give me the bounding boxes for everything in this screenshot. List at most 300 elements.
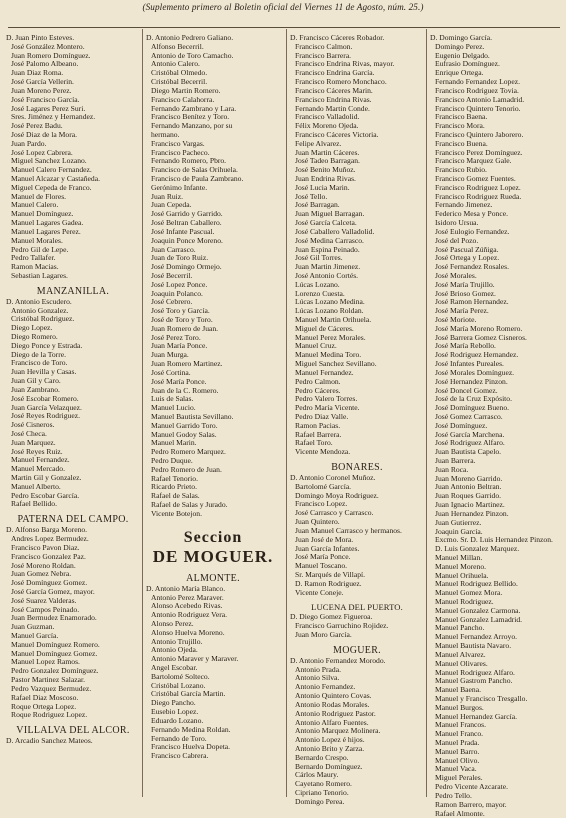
name-entry: Francisco Marquez Gale. [430, 157, 564, 166]
name-entry: Fernando Medina Roldan. [146, 726, 280, 735]
name-entry: Manuel Baena. [430, 686, 564, 695]
name-entry: José Rodriguez Hernandez. [430, 351, 564, 360]
name-entry: José Barragan. [290, 201, 424, 210]
name-entry: Juan de Toro Ruiz. [146, 254, 280, 263]
name-entry: José Cortina. [146, 369, 280, 378]
name-entry: Antonio Silva. [290, 674, 424, 683]
name-entry: Manuel Bautista Navaro. [430, 642, 564, 651]
name-entry: José Garrido y Garrido. [146, 210, 280, 219]
name-entry: Juan Espina Peinado. [290, 246, 424, 255]
name-entry: Manuel Fernandez. [6, 456, 140, 465]
name-entry: Eusebio Lopez. [146, 708, 280, 717]
name-entry: Pedro Tello. [430, 792, 564, 801]
name-entry: Manuel de Flores. [6, 193, 140, 202]
name-entry: Juan Antonio Beltran. [430, 483, 564, 492]
name-entry: Joaquin Polanco. [146, 290, 280, 299]
name-entry: Francisco de Toro. [6, 359, 140, 368]
name-entry: Pedro Cáceres. [290, 387, 424, 396]
name-entry: Manuel Francos. [430, 721, 564, 730]
name-entry: Domingo Perez. [430, 43, 564, 52]
name-entry: José Tadeo Barragan. [290, 157, 424, 166]
name-entry: Vicente Botejon. [146, 510, 280, 519]
name-entry: José Domínguez Gomez. [6, 579, 140, 588]
name-entry: José María Perez. [430, 307, 564, 316]
name-entry: José Hernandez Pinzon. [430, 378, 564, 387]
town-heading: MOGUER. [290, 645, 424, 657]
name-entry: Pedro Escobar García. [6, 492, 140, 501]
name-entry: Antonio Lopez é hijos. [290, 736, 424, 745]
name-entry: Manuel Domínguez. [6, 210, 140, 219]
name-entry: José Reyes Rodriguez. [6, 412, 140, 421]
name-entry: José García Vellerin. [6, 78, 140, 87]
name-entry: Bernardo Domínguez. [290, 763, 424, 772]
name-entry: José Lagares Perez Suri. [6, 105, 140, 114]
name-entry: Juan Zambrano. [6, 386, 140, 395]
name-entry: José Gomez Carrasco. [430, 413, 564, 422]
name-entry: José María Ponce. [290, 553, 424, 562]
name-entry: Pastor Martinez Salazar. [6, 676, 140, 685]
name-entry: Juan José de Mora. [290, 536, 424, 545]
name-entry: Manuel Gonzalez Lamadrid. [430, 616, 564, 625]
name-entry: Francisco Pavon Diaz. [6, 544, 140, 553]
name-entry: José González Montero. [6, 43, 140, 52]
name-entry: Juan Hevilla y Casas. [6, 368, 140, 377]
name-entry: José Beltran Caballero. [146, 219, 280, 228]
name-entry: José María Rebollo. [430, 342, 564, 351]
name-entry: José de la Cruz Expósito. [430, 395, 564, 404]
name-entry: Cayetano Romero. [290, 780, 424, 789]
name-entry: Rafael Tenorio. [146, 475, 280, 484]
name-entry: Francisco de Paula Zambrano. [146, 175, 280, 184]
name-entry: Lúcas Lozano. [290, 281, 424, 290]
name-entry: Martin Gil y Gonzalez. [6, 474, 140, 483]
name-entry: Francisco Mora. [430, 122, 564, 131]
name-entry: Roque Ortega Lopez. [6, 703, 140, 712]
name-entry: José Moreno Roldan. [6, 562, 140, 571]
name-entry: José Ortega y Lopez. [430, 254, 564, 263]
name-entry: Fernando Romero, Pbro. [146, 157, 280, 166]
name-entry: Manuel Rodriguez Bellido. [430, 580, 564, 589]
name-entry: Diego Romero. [6, 333, 140, 342]
name-entry: Juan Martin Jimenez. [290, 263, 424, 272]
name-entry: Enrique Ortega. [430, 69, 564, 78]
name-entry: Manuel Prada. [430, 739, 564, 748]
name-entry: Pedro María Vicente. [290, 404, 424, 413]
name-entry: Francisco Endrina García. [290, 69, 424, 78]
name-entry: Rafael Almonte. [430, 810, 564, 818]
name-entry: Fernando Martin Conde. [290, 105, 424, 114]
name-entry: Pedro Romero Marquez. [146, 448, 280, 457]
name-entry: José Campos Peinado. [6, 606, 140, 615]
name-entry: Francisco Perez Domínguez. [430, 149, 564, 158]
name-entry: José García Marchena. [430, 431, 564, 440]
name-entry: Francisco Garruchino Rojidez. [290, 622, 424, 631]
name-entry: Fernando Jimenez. [430, 201, 564, 210]
name-entry: José Carrasco y Carrasco. [290, 509, 424, 518]
name-entry: Juan Hernandez Pinzon. [430, 510, 564, 519]
column-divider-1 [142, 29, 143, 797]
name-entry: Joaquin Ponce Moreno. [146, 237, 280, 246]
name-entry: Alonso Acebedo Rivas. [146, 602, 280, 611]
town-heading: MANZANILLA. [6, 286, 140, 298]
name-entry: Francisco Cáceres Marin. [290, 87, 424, 96]
name-entry: José Domínguez. [430, 422, 564, 431]
name-entry: Manuel Franco. [430, 730, 564, 739]
name-entry: Francisco Cabrera. [146, 752, 280, 761]
name-entry: Juan Gutierrez. [430, 519, 564, 528]
name-entry: José María Trujillo. [430, 281, 564, 290]
name-entry: Antonio Gonzalez. [6, 307, 140, 316]
name-entry: Antonio Prada. [290, 666, 424, 675]
name-entry: D. Arcadio Sanchez Mateos. [6, 737, 140, 746]
name-entry: Eugenio Delgado. [430, 52, 564, 61]
name-entry: Bartolomé Solteco. [146, 673, 280, 682]
name-entry: Francisco Pacheco. [146, 149, 280, 158]
town-heading: VILLALVA DEL ALCOR. [6, 725, 140, 737]
name-entry: Rafael Toro. [290, 439, 424, 448]
name-entry: Manuel Godoy Salas. [146, 431, 280, 440]
name-entry: Pedro Valero Torres. [290, 395, 424, 404]
name-entry: Pedro Gonzalez Domínguez. [6, 667, 140, 676]
name-entry: D. Francisco Cáceres Robador. [290, 34, 424, 43]
name-entry: Francisco Buena. [430, 140, 564, 149]
name-entry: José Gil Torres. [290, 254, 424, 263]
name-entry: Juan Moro García. [290, 631, 424, 640]
name-entry: Miguel Sanchez Sevillano. [290, 360, 424, 369]
name-entry: José Francisco García. [6, 96, 140, 105]
column-divider-3 [426, 29, 427, 797]
name-entry: Juan Bautista Capelo. [430, 448, 564, 457]
name-entry: Rafael de Salas. [146, 492, 280, 501]
name-entry: Alfonso Becerril. [146, 43, 280, 52]
name-entry: Lúcas Lozano Medina. [290, 298, 424, 307]
name-entry: Felipe Alvarez. [290, 140, 424, 149]
name-entry: Manuel Toscano. [290, 562, 424, 571]
name-entry: Manuel Barro. [430, 748, 564, 757]
name-entry: José Brioso Gomez. [430, 290, 564, 299]
name-entry: Alonso Perez. [146, 620, 280, 629]
page-header: (Suplemento primero al Boletin oficial del Viernes 11 de Agosto, núm. 25.) [10, 2, 556, 16]
name-entry: Manuel Alcazar y Castañeda. [6, 175, 140, 184]
name-entry: José Becerril. [146, 272, 280, 281]
name-entry: José Lopez Cabrera. [6, 149, 140, 158]
name-entry: José Fernandez Rosales. [430, 263, 564, 272]
name-entry: José Cebrero. [146, 298, 280, 307]
name-entry: Rafael de Salas y Jurado. [146, 501, 280, 510]
name-entry: Antonio Ojeda. [146, 646, 280, 655]
name-entry: Juan Marquez. [6, 439, 140, 448]
name-entry: José Infantes Pureales. [430, 360, 564, 369]
name-entry: Antonio Rodriguez Pastor. [290, 710, 424, 719]
name-entry: Manuel Bautista Sevillano. [146, 413, 280, 422]
name-entry: Juan María Ponce. [146, 342, 280, 351]
name-entry: Francisco Valladolid. [290, 113, 424, 122]
name-entry: José Caballero Valladolid. [290, 228, 424, 237]
name-entry: Antonio Perez Maraver. [146, 594, 280, 603]
name-entry: Francisco Rodriguez Tovia. [430, 87, 564, 96]
name-entry: hermano. [146, 131, 280, 140]
town-heading: ALMONTE. [146, 573, 280, 585]
name-entry: Ramon Barrero, mayor. [430, 801, 564, 810]
name-entry: Domingo Moya Rodriguez. [290, 492, 424, 501]
name-entry: Juan Cepeda. [146, 201, 280, 210]
name-entry: Juan Ignacio Martinez. [430, 501, 564, 510]
name-entry: D. Antonio Fernandez Morodo. [290, 657, 424, 666]
name-entry: D. Antonio María Blanco. [146, 585, 280, 594]
name-entry: Miguel Cepeda de Franco. [6, 184, 140, 193]
name-entry: Francisco Gomez Fuentes. [430, 175, 564, 184]
name-entry: Francisco Vargas. [146, 140, 280, 149]
name-entry: Manuel Lagares Gadea. [6, 219, 140, 228]
name-entry: Francisco Calahorra. [146, 96, 280, 105]
name-entry: Juan de la C. Romero. [146, 387, 280, 396]
name-entry: Cristóbal Lozano. [146, 682, 280, 691]
name-entry: Manuel Millan. [430, 554, 564, 563]
name-entry: Pedro Calmon. [290, 378, 424, 387]
name-entry: José del Pozo. [430, 237, 564, 246]
name-entry: Manuel Alberto. [6, 483, 140, 492]
name-entry: Francisco Baena. [430, 113, 564, 122]
section-title: Seccion [146, 529, 280, 547]
name-entry: Cristóbal Becerril. [146, 78, 280, 87]
name-entry: Alonso Huelva Moreno. [146, 629, 280, 638]
name-entry: Manuel Lagares Perez. [6, 228, 140, 237]
name-entry: Antonio Maraver y Maraver. [146, 655, 280, 664]
name-entry: Pedro Vicente Azcarate. [430, 783, 564, 792]
name-entry: José Morales Domínguez. [430, 369, 564, 378]
name-entry: D. Juan Pinto Esteves. [6, 34, 140, 43]
name-entry: José Domínguez Bueno. [430, 404, 564, 413]
name-entry: Rafael Diaz Moscoso. [6, 694, 140, 703]
name-entry: Manuel Cruz. [290, 342, 424, 351]
name-entry: Manuel Calero. [6, 201, 140, 210]
name-entry: Manuel Gonzalez Carmona. [430, 607, 564, 616]
name-entry: Eduardo Lozano. [146, 717, 280, 726]
name-entry: Francisco Romero Monchaco. [290, 78, 424, 87]
name-entry: Federico Mesa y Ponce. [430, 210, 564, 219]
name-entry: Manuel Gomez Mora. [430, 589, 564, 598]
name-entry: Manuel Burgos. [430, 704, 564, 713]
town-heading: LUCENA DEL PUERTO. [290, 602, 424, 613]
name-entry: Sebastian Lagares. [6, 272, 140, 281]
name-entry: José Pascual Zúñiga. [430, 246, 564, 255]
name-entry: Juan Guzman. [6, 623, 140, 632]
name-entry: Diego Pancho. [146, 699, 280, 708]
name-entry: Andres Lopez Bermudez. [6, 535, 140, 544]
name-entry: Francisco Calmon. [290, 43, 424, 52]
name-entry: Excmo. Sr. D. Luis Hernandez Pinzon. [430, 536, 564, 545]
name-entry: Manuel Medina Toro. [290, 351, 424, 360]
name-entry: D. Luis Gonzalez Marquez. [430, 545, 564, 554]
column-divider-2 [286, 29, 287, 797]
name-entry: Antonio Calero. [146, 60, 280, 69]
name-entry: Manuel Morales. [6, 237, 140, 246]
section-subtitle: DE MOGUER. [146, 547, 280, 567]
name-entry: Manuel y Francisco Tresgallo. [430, 695, 564, 704]
name-entry: Fernando Manzano, por su [146, 122, 280, 131]
name-entry: Juan Pardo. [6, 140, 140, 149]
name-entry: Ramon Macias. [6, 263, 140, 272]
column-3 [290, 34, 424, 798]
name-entry: Francisco Endrina Rivas, mayor. [290, 60, 424, 69]
name-entry: José Diaz de la Mora. [6, 131, 140, 140]
name-entry: D. Diego Gomez Figueroa. [290, 613, 424, 622]
name-entry: Gerónimo Infante. [146, 184, 280, 193]
name-entry: Sres. Jiménez y Hernandez. [6, 113, 140, 122]
column-2 [146, 34, 280, 798]
name-entry: Fernando Fernandez Lopez. [430, 78, 564, 87]
name-entry: Juan Gil y Caro. [6, 377, 140, 386]
name-entry: José Reyes Ruiz. [6, 448, 140, 457]
name-entry: Manuel Martin Orihuela. [290, 316, 424, 325]
name-entry: José Lopez Ponce. [146, 281, 280, 290]
name-entry: Vicente Coneje. [290, 589, 424, 598]
name-entry: Manuel Domínguez Romero. [6, 641, 140, 650]
name-entry: Francisco Rodriguez Rueda. [430, 193, 564, 202]
name-entry: José Morales. [430, 272, 564, 281]
name-entry: Juan Gomez Nebra. [6, 570, 140, 579]
name-entry: Juan Roques Garrido. [430, 492, 564, 501]
name-entry: Fernando de Toro. [146, 735, 280, 744]
name-entry: Manuel Fernandez. [290, 369, 424, 378]
name-entry: Antonio Alfaro Fuentes. [290, 719, 424, 728]
name-entry: José Medina Carrasco. [290, 237, 424, 246]
name-entry: Juan Roca. [430, 466, 564, 475]
name-entry: José Rodriguez Alfaro. [430, 439, 564, 448]
name-entry: Juan Romero Domínguez. [6, 52, 140, 61]
name-entry: Cristóbal García Martin. [146, 690, 280, 699]
name-entry: Antonio Marquez Molinera. [290, 727, 424, 736]
name-entry: Manuel Hernandez García. [430, 713, 564, 722]
name-entry: Juan Barrera. [430, 457, 564, 466]
name-entry: Rafael Barrera. [290, 431, 424, 440]
name-entry: Sr. Marqués de Villapí. [290, 571, 424, 580]
name-entry: D. Antonio Coronel Muñoz. [290, 474, 424, 483]
name-entry: Juan Moreno Perez. [6, 87, 140, 96]
name-entry: Bartolomé García. [290, 483, 424, 492]
name-entry: Juan Ruiz. [146, 193, 280, 202]
name-entry: Diego Ponce y Estrada. [6, 342, 140, 351]
name-entry: José Escobar Romero. [6, 395, 140, 404]
name-entry: Manuel Lopez Ramos. [6, 658, 140, 667]
name-entry: Pedro Vazquez Bermudez. [6, 685, 140, 694]
name-entry: José Lucia Marin. [290, 184, 424, 193]
name-entry: Manuel Garrido Toro. [146, 422, 280, 431]
name-entry: Juan Diaz Roma. [6, 69, 140, 78]
name-entry: Juan Manuel Carrasco y hermanos. [290, 527, 424, 536]
name-entry: Francisco Antonio Lamadrid. [430, 96, 564, 105]
town-heading: PATERNA DEL CAMPO. [6, 514, 140, 526]
name-entry: Ricardo Prieto. [146, 483, 280, 492]
name-entry: Cristóbal Rodriguez. [6, 315, 140, 324]
name-entry: José Checa. [6, 430, 140, 439]
name-entry: Bernardo Crespo. [290, 754, 424, 763]
name-entry: Francisco de Salas Orihuela. [146, 166, 280, 175]
name-entry: Juan Quintero. [290, 518, 424, 527]
name-entry: D. Ramon Rodriguez. [290, 580, 424, 589]
name-entry: José Perez Badu. [6, 122, 140, 131]
column-4 [430, 34, 564, 798]
name-entry: Juan Moreno Garrido. [430, 475, 564, 484]
name-entry: Antonio Quintero Covas. [290, 692, 424, 701]
name-entry: José Doncel Gomez. [430, 387, 564, 396]
name-entry: Juan García Infantes. [290, 545, 424, 554]
name-entry: Cárlos Maury. [290, 771, 424, 780]
name-entry: Pedro Duque. [146, 457, 280, 466]
name-entry: Manuel Calero Fernandez. [6, 166, 140, 175]
name-entry: José Perez Toro. [146, 334, 280, 343]
name-entry: Ramon Pacias. [290, 422, 424, 431]
name-entry: Francisco Benítez y Toro. [146, 113, 280, 122]
name-entry: Francisco Huelva Dopeta. [146, 743, 280, 752]
name-entry: D. Antonio Escudero. [6, 298, 140, 307]
name-entry: Antonio Rodas Morales. [290, 701, 424, 710]
town-heading: BONARES. [290, 462, 424, 474]
name-entry: Manuel Alvarez. [430, 651, 564, 660]
name-entry: José García Gomez, mayor. [6, 588, 140, 597]
name-entry: Cristóbal Olmedo. [146, 69, 280, 78]
name-entry: Manuel Rodriguez Alfaro. [430, 669, 564, 678]
name-entry: Domingo Perea. [290, 798, 424, 807]
name-entry: Francisco Cáceres Victoria. [290, 131, 424, 140]
name-entry: Juan Endrina Rivas. [290, 175, 424, 184]
name-entry: Manuel García. [6, 632, 140, 641]
name-entry: Fernando Zambrano y Lara. [146, 105, 280, 114]
name-entry: Manuel Domínguez Gomez. [6, 650, 140, 659]
name-entry: Manuel Lucio. [146, 404, 280, 413]
name-entry: Diego de la Torre. [6, 351, 140, 360]
name-entry: Isidoro Ursua. [430, 219, 564, 228]
name-entry: José Benito Muñoz. [290, 166, 424, 175]
name-entry: José Domingo Ormejo. [146, 263, 280, 272]
name-entry: Manuel Moreno. [430, 563, 564, 572]
name-entry: Lorenzo Cuesta. [290, 290, 424, 299]
name-entry: Juan Murga. [146, 351, 280, 360]
name-entry: Manuel Olivares. [430, 660, 564, 669]
name-entry: Pedro Diaz Valle. [290, 413, 424, 422]
name-entry: José Moriote. [430, 316, 564, 325]
column-1 [6, 34, 140, 798]
name-entry: Manuel Marin. [146, 439, 280, 448]
name-entry: Antonio Fernandez. [290, 683, 424, 692]
name-entry: Diego Lopez. [6, 324, 140, 333]
name-entry: Manuel Perez Morales. [290, 334, 424, 343]
name-entry: José Barrera Gomez Cisneros. [430, 334, 564, 343]
name-entry: José Palomo Albeano. [6, 60, 140, 69]
name-entry: Pedro Romero de Juan. [146, 466, 280, 475]
name-entry: Manuel Pancho. [430, 624, 564, 633]
name-entry: Antonio Trujillo. [146, 638, 280, 647]
name-entry: José Suarez Valderas. [6, 597, 140, 606]
name-entry: Francisco Lopez. [290, 500, 424, 509]
name-entry: Manuel Mercado. [6, 465, 140, 474]
name-entry: Manuel Vaca. [430, 765, 564, 774]
name-entry: José García Calceta. [290, 219, 424, 228]
name-entry: Pedro Tallafer. [6, 254, 140, 263]
name-entry: José Tello. [290, 193, 424, 202]
name-entry: Diego Martin Romero. [146, 87, 280, 96]
name-entry: José María Ponce. [146, 378, 280, 387]
name-entry: Angel Escobar. [146, 664, 280, 673]
name-entry: Manuel Gastrom Pancho. [430, 677, 564, 686]
name-entry: Juan Romero Martinez. [146, 360, 280, 369]
name-entry: Roque Rodriguez Lopez. [6, 711, 140, 720]
name-entry: José Antonio Cortés. [290, 272, 424, 281]
name-entry: Pedro Gil de Lepe. [6, 246, 140, 255]
name-entry: José Ramon Hernandez. [430, 298, 564, 307]
name-entry: D. Antonio Pedrero Galiano. [146, 34, 280, 43]
name-entry: José Infante Pascual. [146, 228, 280, 237]
